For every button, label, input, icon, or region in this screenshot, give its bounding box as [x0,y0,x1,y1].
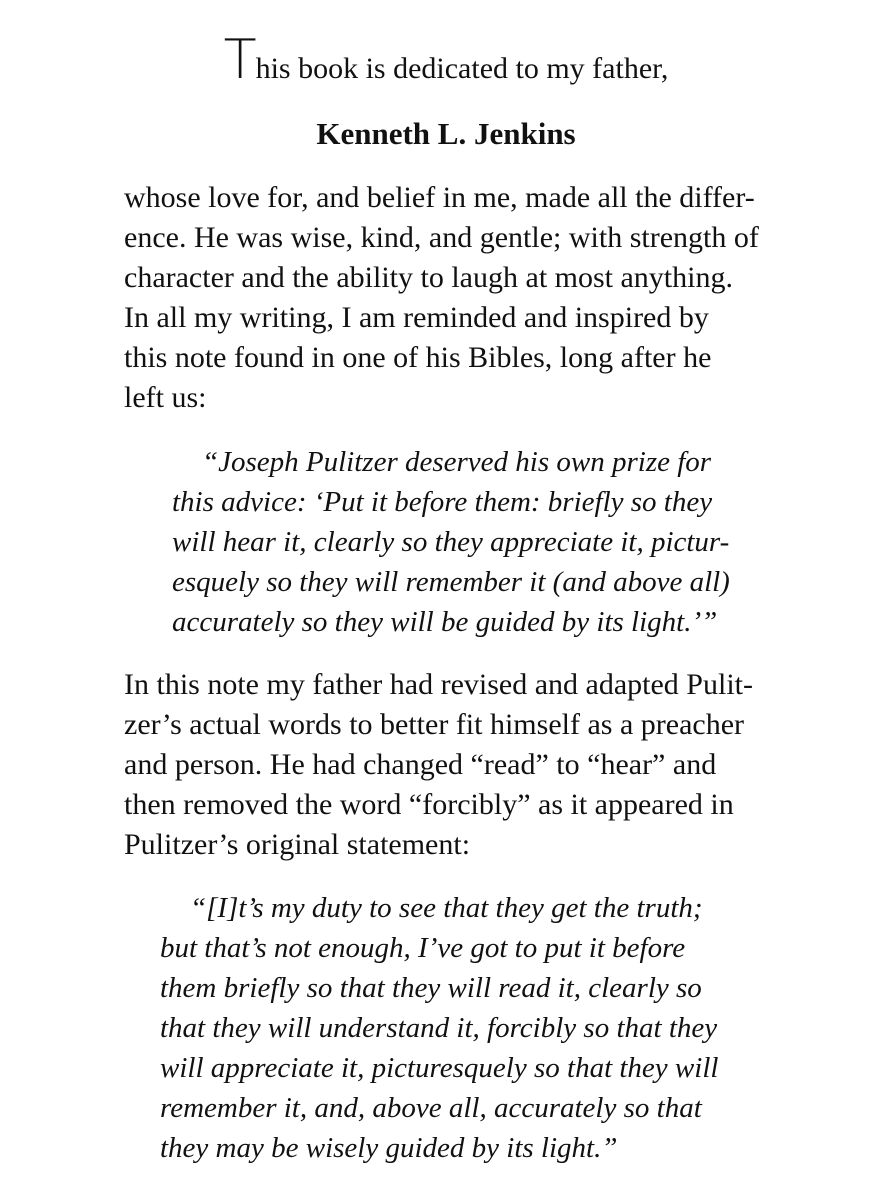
quote-line: them briefly so that they will read it, clearly so [160,972,702,1004]
paragraph-line: then removed the word “forcibly” as it appeared in [124,788,734,821]
block-quote-pulitzer [160,888,718,1168]
quote-line: they may be wisely guided by its light.” [160,1132,618,1164]
paragraph-line: Pulitzer’s original statement: [124,828,471,861]
paragraph-line: zer’s actual words to better fit himself as a preacher [124,708,745,741]
dedication-text: his book is dedicated to my father, [255,52,669,85]
quote-line: esquely so they will remember it (and above all) [172,566,730,598]
drop-cap: T [223,28,256,91]
dedicatee-name: Kenneth L. Jenkins [316,116,576,151]
quote-line: will hear it, clearly so they appreciate it, pictur- [172,526,730,558]
quote-line: that they will understand it, forcibly so that they [160,1012,718,1044]
quote-line: remember it, and, above all, accurately so that [160,1092,702,1124]
paragraph-line: character and the ability to laugh at most anything. [124,261,733,294]
paragraph-line: In this note my father had revised and adapted Pulit- [124,668,753,701]
paragraph-line: and person. He had changed “read” to “hear” and [124,748,717,781]
paragraph-explanation [124,665,753,865]
paragraph-line: this note found in one of his Bibles, long after he [124,341,712,374]
quote-line: “Joseph Pulitzer deserved his own prize for [202,446,712,478]
paragraph-line: left us: [124,381,207,414]
paragraph-line: In all my writing, I am reminded and inspired by [124,301,709,334]
quote-line: will appreciate it, picturesquely so that they will [160,1052,719,1084]
paragraph-line: whose love for, and belief in me, made all the differ- [124,181,755,214]
quote-line: “[I]t’s my duty to see that they get the truth; [190,892,703,924]
block-quote-note [172,442,730,642]
quote-line: this advice: ‘Put it before them: briefly so they [172,486,713,518]
paragraph-line: ence. He was wise, kind, and gentle; with strength of [124,221,759,254]
quote-line: but that’s not enough, I’ve got to put it before [160,932,686,964]
dedication-line [0,30,892,99]
paragraph-intro [124,178,759,418]
quote-line: accurately so they will be guided by its light.’” [172,606,718,638]
